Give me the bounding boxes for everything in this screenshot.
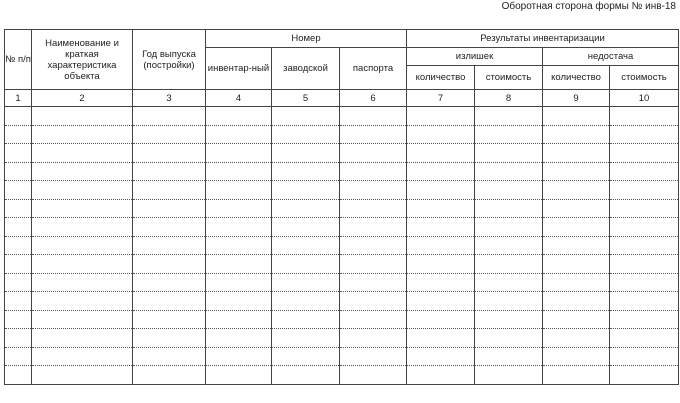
- table-row: [5, 273, 679, 292]
- table-cell[interactable]: [272, 255, 340, 274]
- table-cell[interactable]: [407, 310, 475, 329]
- table-cell[interactable]: [272, 329, 340, 348]
- table-cell[interactable]: [272, 107, 340, 126]
- table-cell[interactable]: [206, 255, 272, 274]
- table-row: [5, 292, 679, 311]
- table-cell[interactable]: [272, 236, 340, 255]
- table-cell[interactable]: [543, 366, 610, 385]
- table-cell[interactable]: [340, 199, 407, 218]
- table-cell[interactable]: [340, 292, 407, 311]
- table-cell[interactable]: [32, 366, 133, 385]
- table-cell[interactable]: [407, 347, 475, 366]
- table-cell[interactable]: [133, 125, 206, 144]
- table-cell[interactable]: [407, 199, 475, 218]
- table-cell[interactable]: [543, 292, 610, 311]
- table-cell[interactable]: [407, 292, 475, 311]
- table-row: [5, 347, 679, 366]
- table-cell[interactable]: [133, 107, 206, 126]
- table-cell[interactable]: [206, 329, 272, 348]
- table-cell[interactable]: [32, 347, 133, 366]
- table-cell[interactable]: [206, 236, 272, 255]
- table-cell[interactable]: [543, 273, 610, 292]
- table-cell[interactable]: [543, 218, 610, 237]
- table-cell[interactable]: [543, 347, 610, 366]
- header-number: № п/п: [5, 30, 32, 90]
- table-cell[interactable]: [475, 292, 543, 311]
- table-cell[interactable]: [32, 199, 133, 218]
- table-row: [5, 218, 679, 237]
- table-cell[interactable]: [340, 329, 407, 348]
- table-row: [5, 144, 679, 163]
- table-cell[interactable]: [340, 125, 407, 144]
- table-cell[interactable]: [407, 366, 475, 385]
- table-cell[interactable]: [32, 236, 133, 255]
- table-cell[interactable]: [206, 199, 272, 218]
- table-cell[interactable]: [475, 162, 543, 181]
- table-cell[interactable]: [206, 366, 272, 385]
- table-row: [5, 255, 679, 274]
- table-row: [5, 199, 679, 218]
- table-cell[interactable]: [610, 273, 679, 292]
- table-cell[interactable]: [272, 162, 340, 181]
- table-cell[interactable]: [407, 236, 475, 255]
- table-cell[interactable]: [610, 329, 679, 348]
- table-cell[interactable]: [340, 162, 407, 181]
- table-cell[interactable]: [133, 255, 206, 274]
- table-cell[interactable]: [272, 310, 340, 329]
- table-cell[interactable]: [475, 255, 543, 274]
- header-passport-number: паспорта: [340, 48, 407, 90]
- table-cell[interactable]: [407, 273, 475, 292]
- table-cell[interactable]: [5, 292, 32, 311]
- column-number: 10: [610, 90, 679, 107]
- table-cell[interactable]: [272, 181, 340, 200]
- table-cell[interactable]: [475, 144, 543, 163]
- header-surplus: излишек: [407, 48, 543, 66]
- table-cell[interactable]: [340, 255, 407, 274]
- table-cell[interactable]: [340, 366, 407, 385]
- table-cell[interactable]: [206, 310, 272, 329]
- header-shortage: недостача: [543, 48, 679, 66]
- column-number: 4: [206, 90, 272, 107]
- table-cell[interactable]: [407, 329, 475, 348]
- table-cell[interactable]: [340, 107, 407, 126]
- table-cell[interactable]: [475, 236, 543, 255]
- header-inventory-number: инвентар-ный: [206, 48, 272, 90]
- table-cell[interactable]: [32, 162, 133, 181]
- header-year: Год выпуска (постройки): [133, 30, 206, 90]
- table-cell[interactable]: [610, 310, 679, 329]
- table-cell[interactable]: [272, 125, 340, 144]
- table-cell[interactable]: [5, 125, 32, 144]
- header-nomer: Номер: [206, 30, 407, 48]
- header-shortage-quantity: количество: [543, 66, 610, 90]
- table-cell[interactable]: [32, 125, 133, 144]
- table-cell[interactable]: [206, 273, 272, 292]
- table-cell[interactable]: [133, 273, 206, 292]
- table-cell[interactable]: [32, 273, 133, 292]
- table-cell[interactable]: [543, 310, 610, 329]
- table-cell[interactable]: [5, 310, 32, 329]
- table-cell[interactable]: [475, 366, 543, 385]
- table-cell[interactable]: [272, 347, 340, 366]
- column-number: 2: [32, 90, 133, 107]
- table-cell[interactable]: [272, 273, 340, 292]
- table-cell[interactable]: [610, 347, 679, 366]
- table-cell[interactable]: [32, 107, 133, 126]
- table-cell[interactable]: [610, 255, 679, 274]
- table-cell[interactable]: [407, 218, 475, 237]
- column-number: 3: [133, 90, 206, 107]
- header-results: Результаты инвентаризации: [407, 30, 679, 48]
- table-cell[interactable]: [407, 144, 475, 163]
- table-cell[interactable]: [407, 125, 475, 144]
- table-cell[interactable]: [206, 347, 272, 366]
- table-cell[interactable]: [5, 366, 32, 385]
- table-cell[interactable]: [340, 181, 407, 200]
- table-row: [5, 125, 679, 144]
- table-cell[interactable]: [272, 292, 340, 311]
- table-cell[interactable]: [32, 310, 133, 329]
- table-cell[interactable]: [610, 292, 679, 311]
- table-cell[interactable]: [32, 181, 133, 200]
- empty-entry-rows: [5, 107, 679, 385]
- table-cell[interactable]: [543, 199, 610, 218]
- header-shortage-cost: стоимость: [610, 66, 679, 90]
- table-cell[interactable]: [272, 218, 340, 237]
- table-cell[interactable]: [32, 292, 133, 311]
- table-cell[interactable]: [133, 218, 206, 237]
- header-surplus-cost: стоимость: [475, 66, 543, 90]
- table-cell[interactable]: [32, 255, 133, 274]
- table-cell[interactable]: [543, 329, 610, 348]
- table-cell[interactable]: [5, 329, 32, 348]
- table-cell[interactable]: [272, 144, 340, 163]
- table-cell[interactable]: [610, 144, 679, 163]
- inventory-results-table: [4, 29, 679, 385]
- table-cell[interactable]: [133, 144, 206, 163]
- table-cell[interactable]: [206, 107, 272, 126]
- table-cell[interactable]: [543, 181, 610, 200]
- table-cell[interactable]: [32, 218, 133, 237]
- table-cell[interactable]: [407, 181, 475, 200]
- table-row: [5, 310, 679, 329]
- table-cell[interactable]: [610, 199, 679, 218]
- table-cell[interactable]: [610, 107, 679, 126]
- table-cell[interactable]: [133, 181, 206, 200]
- table-cell[interactable]: [475, 107, 543, 126]
- table-cell[interactable]: [610, 236, 679, 255]
- table-cell[interactable]: [475, 347, 543, 366]
- table-cell[interactable]: [340, 273, 407, 292]
- table-cell[interactable]: [610, 218, 679, 237]
- table-cell[interactable]: [475, 125, 543, 144]
- table-cell[interactable]: [133, 329, 206, 348]
- table-cell[interactable]: [272, 199, 340, 218]
- table-cell[interactable]: [407, 107, 475, 126]
- table-cell[interactable]: [206, 181, 272, 200]
- table-cell[interactable]: [5, 236, 32, 255]
- table-cell[interactable]: [206, 218, 272, 237]
- table-cell[interactable]: [5, 255, 32, 274]
- table-cell[interactable]: [5, 181, 32, 200]
- form-side-caption: Оборотная сторона формы № инв-18: [501, 1, 676, 12]
- table-cell[interactable]: [5, 162, 32, 181]
- table-cell[interactable]: [133, 162, 206, 181]
- table-cell[interactable]: [610, 162, 679, 181]
- table-cell[interactable]: [340, 310, 407, 329]
- table-cell[interactable]: [610, 125, 679, 144]
- table-cell[interactable]: [475, 329, 543, 348]
- table-cell[interactable]: [206, 125, 272, 144]
- table-cell[interactable]: [32, 329, 133, 348]
- table-cell[interactable]: [5, 347, 32, 366]
- header-surplus-quantity: количество: [407, 66, 475, 90]
- table-cell[interactable]: [475, 218, 543, 237]
- table-cell[interactable]: [206, 292, 272, 311]
- table-cell[interactable]: [340, 218, 407, 237]
- table-cell[interactable]: [475, 310, 543, 329]
- table-cell[interactable]: [133, 292, 206, 311]
- table-row: [5, 107, 679, 126]
- table-cell[interactable]: [133, 366, 206, 385]
- table-cell[interactable]: [206, 144, 272, 163]
- column-number: 1: [5, 90, 32, 107]
- table-cell[interactable]: [5, 218, 32, 237]
- table-cell[interactable]: [133, 199, 206, 218]
- table-cell[interactable]: [475, 181, 543, 200]
- header-factory-number: заводской: [272, 48, 340, 90]
- table-cell[interactable]: [340, 236, 407, 255]
- table-cell[interactable]: [340, 144, 407, 163]
- table-cell[interactable]: [543, 125, 610, 144]
- table-cell[interactable]: [610, 181, 679, 200]
- table-cell[interactable]: [543, 107, 610, 126]
- table-cell[interactable]: [543, 162, 610, 181]
- table-cell[interactable]: [206, 162, 272, 181]
- table-cell[interactable]: [610, 366, 679, 385]
- table-row: [5, 181, 679, 200]
- table-row: [5, 162, 679, 181]
- table-cell[interactable]: [5, 199, 32, 218]
- table-cell[interactable]: [133, 236, 206, 255]
- table-cell[interactable]: [543, 236, 610, 255]
- table-cell[interactable]: [272, 366, 340, 385]
- table-row: [5, 366, 679, 385]
- column-number: 5: [272, 90, 340, 107]
- table-cell[interactable]: [475, 273, 543, 292]
- table-cell[interactable]: [32, 144, 133, 163]
- table-cell[interactable]: [133, 310, 206, 329]
- table-cell[interactable]: [407, 162, 475, 181]
- table-row: [5, 236, 679, 255]
- table-cell[interactable]: [5, 144, 32, 163]
- table-cell[interactable]: [340, 347, 407, 366]
- column-number: 6: [340, 90, 407, 107]
- column-number: 9: [543, 90, 610, 107]
- column-number: 7: [407, 90, 475, 107]
- table-row: [5, 329, 679, 348]
- column-number: 8: [475, 90, 543, 107]
- table-cell[interactable]: [475, 199, 543, 218]
- table-cell[interactable]: [5, 273, 32, 292]
- table-cell[interactable]: [5, 107, 32, 126]
- table-cell[interactable]: [543, 144, 610, 163]
- table-cell[interactable]: [543, 255, 610, 274]
- table-cell[interactable]: [133, 347, 206, 366]
- header-object-name: Наименование и краткая характеристика объекта: [32, 30, 133, 90]
- table-cell[interactable]: [407, 255, 475, 274]
